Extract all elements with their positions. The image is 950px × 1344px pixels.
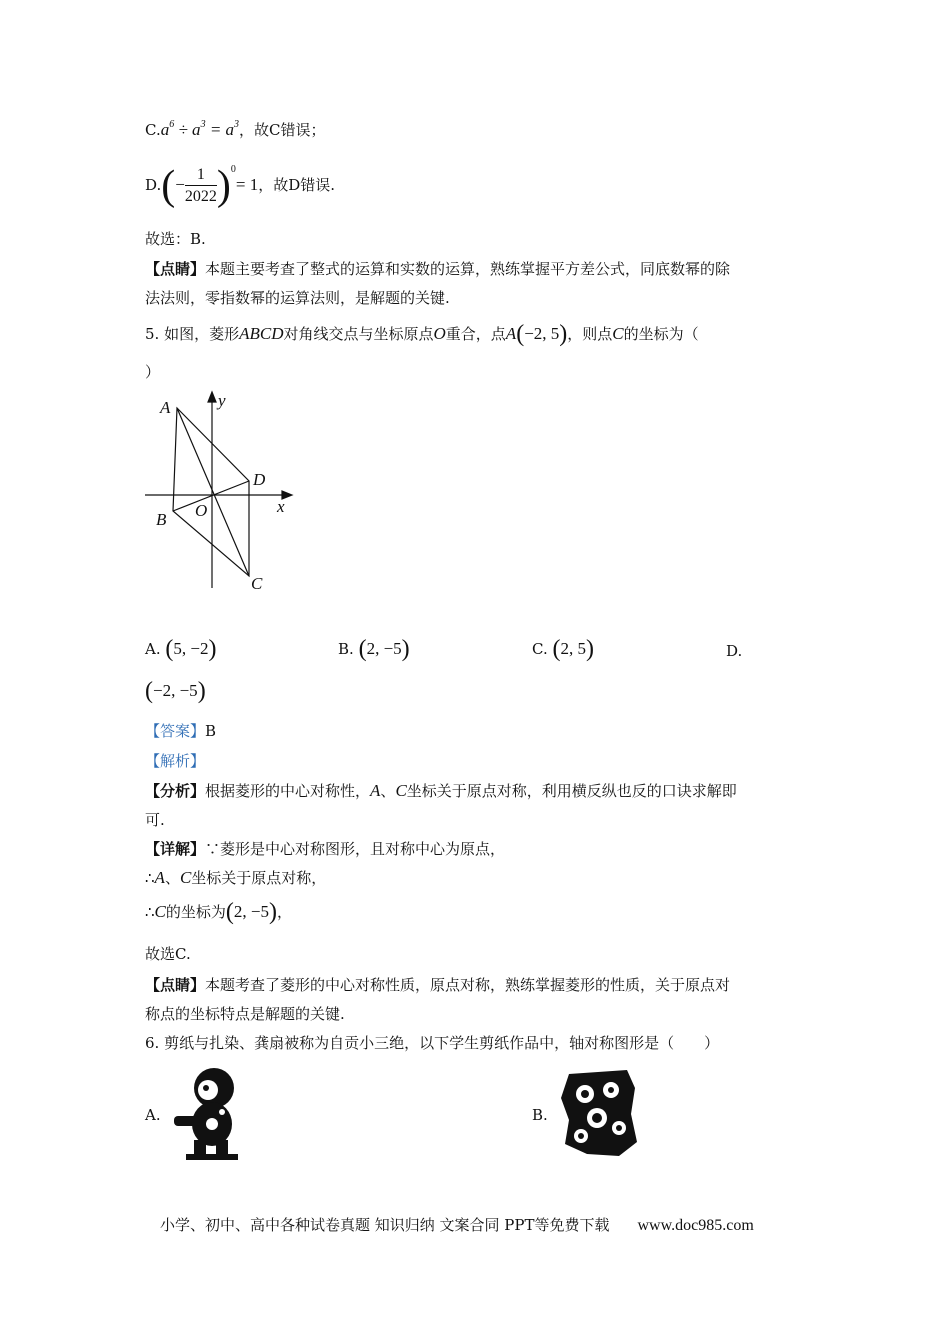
option-d-explanation: D.(− $\frac{1}{2022}$ )$^0$= 1，故D错误. [145,163,335,209]
label-o: O [195,501,208,520]
xiangjie-line2: ∴A、C坐标关于原点对称， [145,868,327,887]
dianjing-2-line2: 称点的坐标特点是解题的关键. [145,1005,345,1023]
label-a: A [160,398,171,417]
label-c: C [251,574,263,593]
diagonal-bd [173,481,249,511]
fenxi-line2: 可. [145,811,165,829]
right-paren: ) [216,163,231,209]
option-5a[interactable]: A. (5, −2) [145,636,217,662]
question-5-close: ） [145,363,161,381]
monkey-papercut-image[interactable] [166,1066,246,1162]
dianjing-1-line2: 法法则，零指数幂的运算法则，是解题的关键. [145,289,450,307]
pattern-papercut-image[interactable] [557,1064,641,1160]
option-c-explanation: $C.a^6 \div a^3 = a^3$，故C错误； [145,119,326,139]
option-5b[interactable]: B. (2, −5) [338,636,410,662]
y-arrow [208,392,216,402]
option-6b-label[interactable]: B. [532,1106,548,1124]
option-5c[interactable]: C. (2, 5) [532,636,594,662]
label-d: D [253,470,266,489]
xiangjie-line1: 【详解】∵菱形是中心对称图形，且对称中心为原点， [145,840,506,858]
page-footer: 小学、初中、高中各种试卷真题 知识归纳 文案合同 PPT等免费下载 www.doc985.com [160,1216,754,1234]
xiangjie-line3: ∴C的坐标为(2, −5)， [145,899,293,925]
fraction: $\frac{1}{2022}$ [184,165,217,205]
label-x: x [277,497,285,516]
left-paren: ( [161,163,176,209]
jiexi-heading: 【解析】 [145,752,206,770]
diagonal-ac [177,408,249,576]
option-5d-value: (−2, −5) [145,678,206,704]
option-6a-label[interactable]: A. [145,1106,161,1124]
question-6: 6. 剪纸与扎染、龚扇被称为自贡小三绝，以下学生剪纸作品中，轴对称图形是（ ） [145,1034,720,1052]
rhombus-figure [140,388,310,598]
answer-line: 【答案】B [145,722,217,740]
fenxi-line1: 【分析】根据菱形的中心对称性，A、C坐标关于原点对称，利用横反纵也反的口诀求解即 [145,781,737,800]
footer-url[interactable]: www.doc985.com [637,1217,754,1234]
label-y: y [218,391,226,410]
label-b: B [156,510,167,529]
dianjing-2-line1: 【点睛】本题考查了菱形的中心对称性质，原点对称，熟练掌握菱形的性质，关于原点对 [145,976,731,994]
choose-answer-c: 故选C. [145,945,191,963]
dianjing-1-line1: 【点睛】本题主要考查了整式的运算和实数的运算，熟练掌握平方差公式，同底数幂的除 [145,260,731,278]
question-5: 5. 如图，菱形ABCD对角线交点与坐标原点O重合，点A(−2, 5)，则点C的坐标为（ [145,321,699,347]
option-5d-label[interactable]: D. [726,642,743,660]
choose-answer-b: 故选：B. [145,230,206,248]
math-expression: $a^6 \div a^3 = a^3$ [160,119,240,139]
